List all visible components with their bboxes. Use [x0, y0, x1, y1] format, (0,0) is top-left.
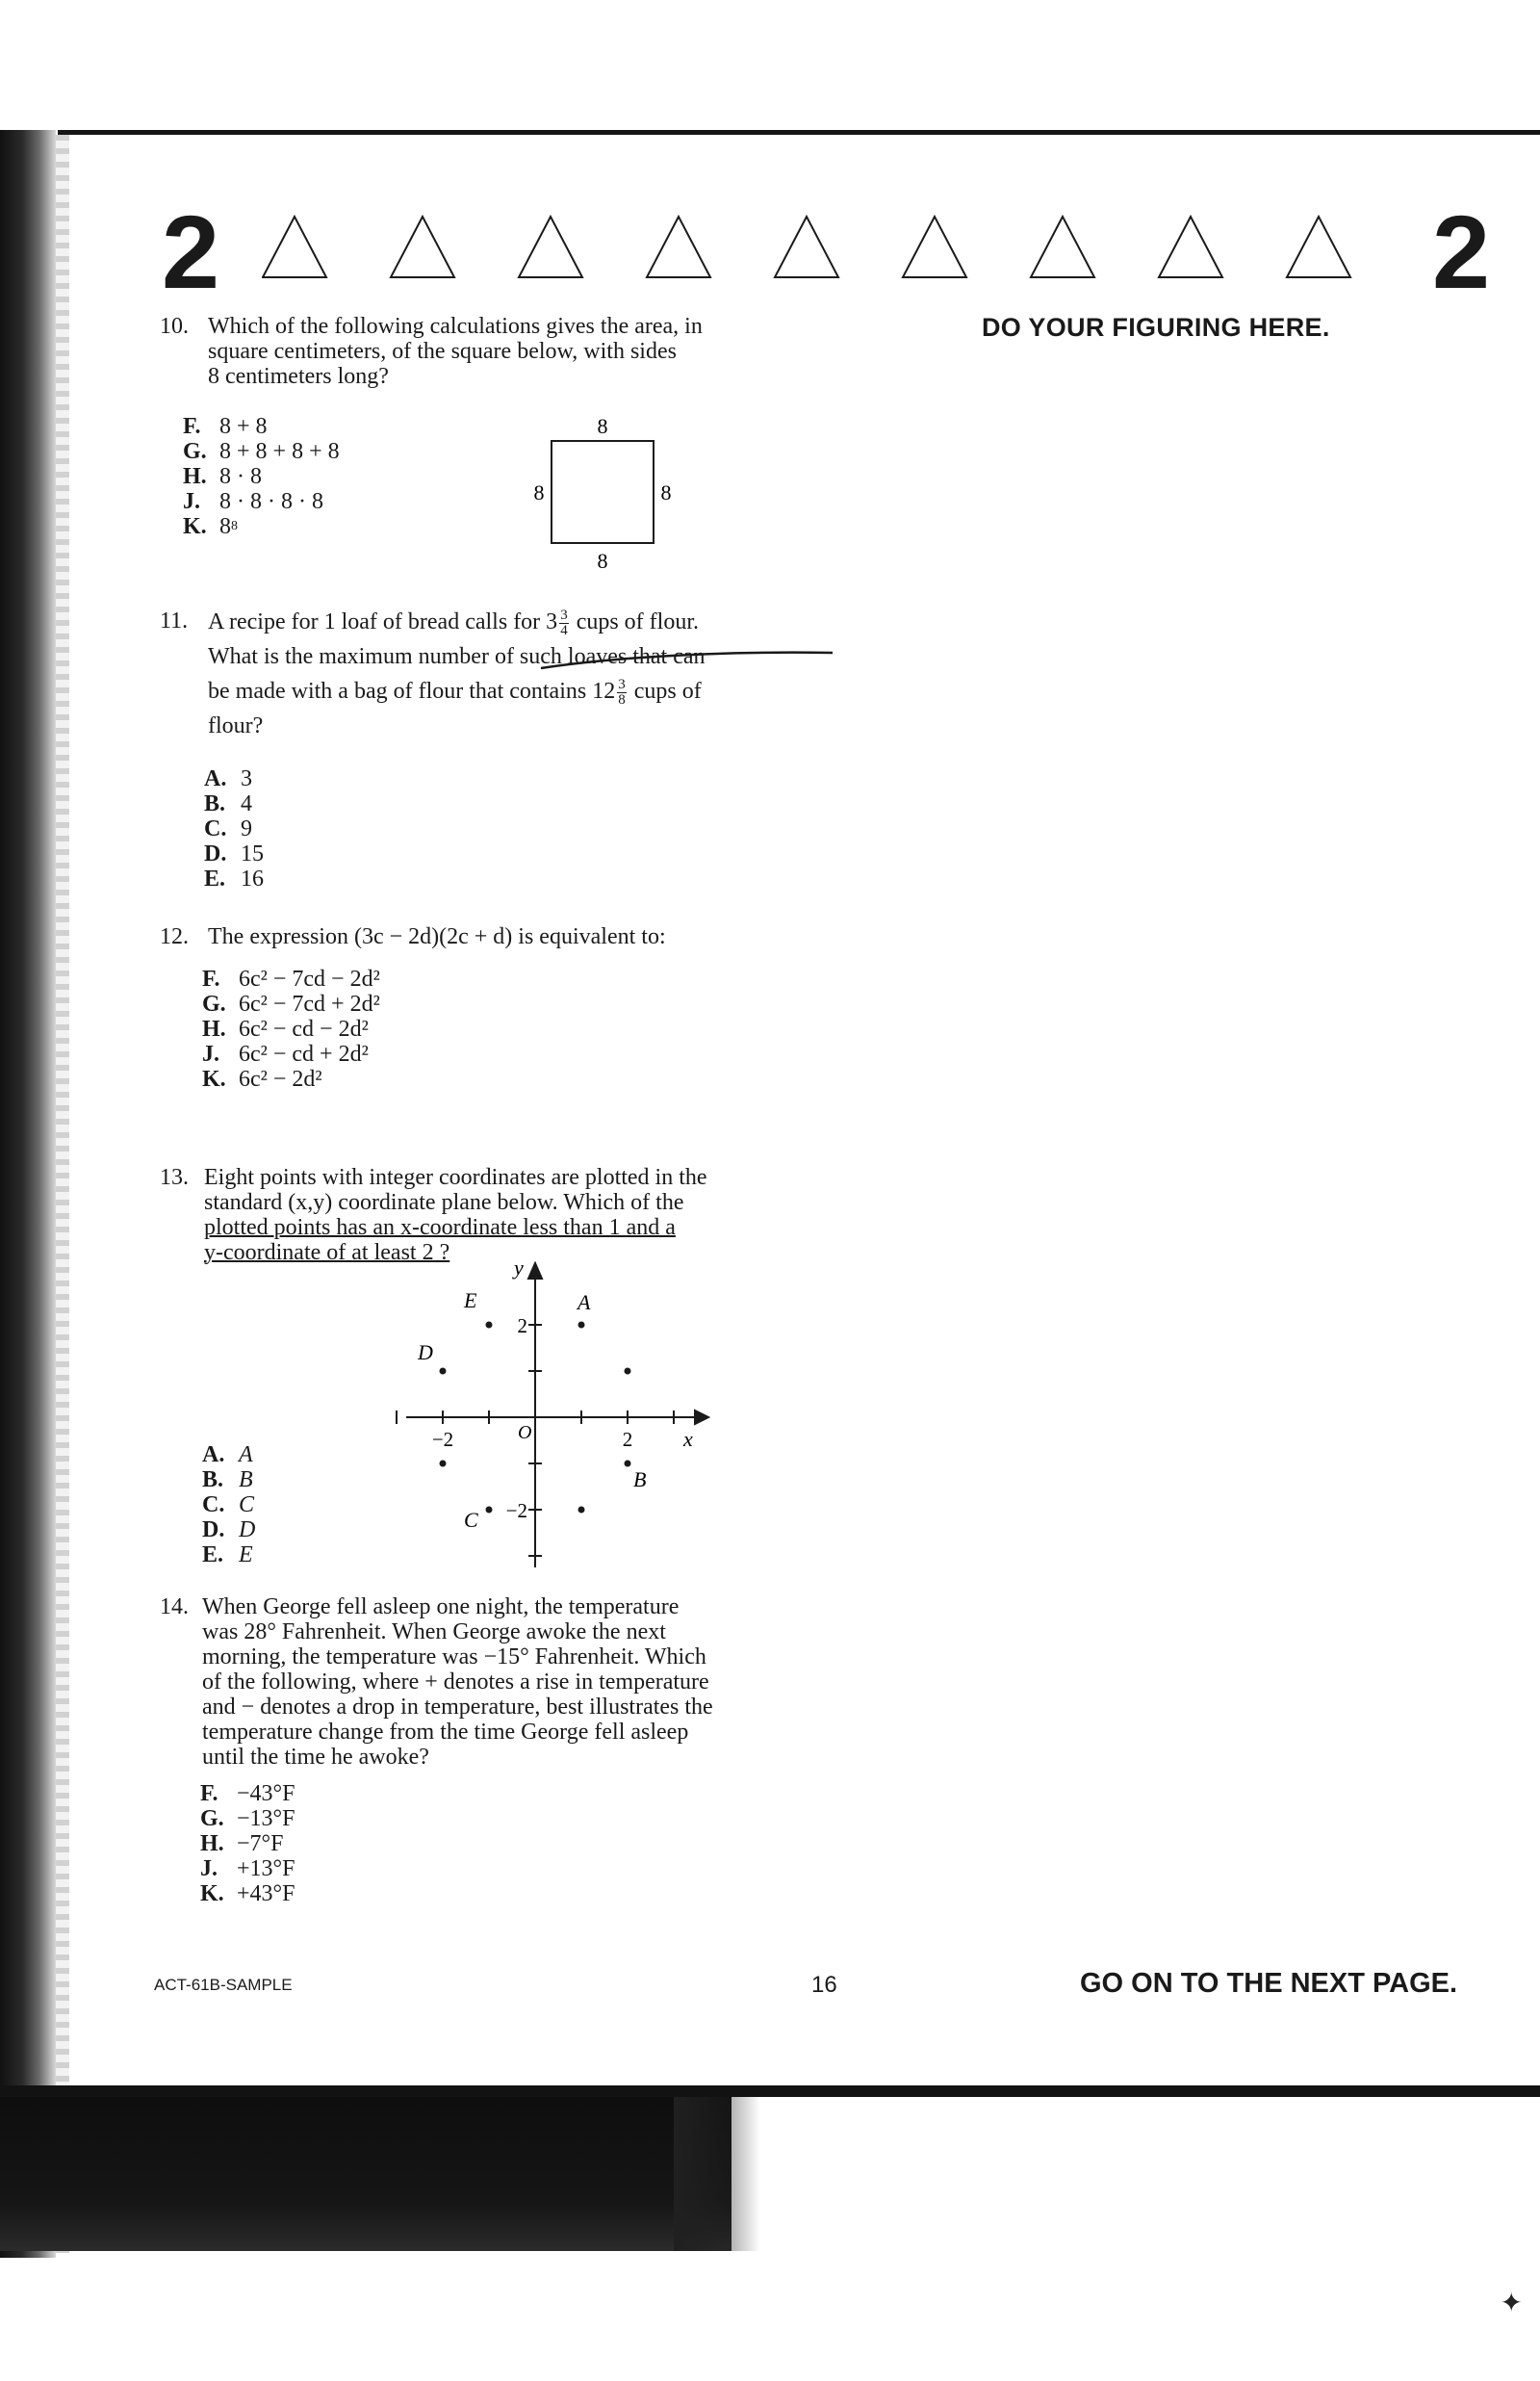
plotted-point	[578, 1507, 585, 1514]
q14-stem-line: temperature change from the time George fell asleep	[202, 1720, 689, 1745]
y-axis-arrow	[528, 1263, 542, 1279]
section-triangle	[1031, 217, 1094, 277]
answer-option[interactable]: G. 8 + 8 + 8 + 8	[183, 439, 340, 464]
point-label: E	[464, 1288, 477, 1312]
answer-option[interactable]: C. 9	[204, 816, 252, 841]
q13-stem-line: Eight points with integer coordinates are plotted in the	[204, 1165, 707, 1190]
q10-stem-line: square centimeters, of the square below, with sides	[208, 339, 677, 364]
answer-option[interactable]: G. −13°F	[200, 1806, 295, 1831]
q14-stem-line: When George fell asleep one night, the temperature	[202, 1594, 680, 1619]
x-axis-label: x	[683, 1427, 693, 1451]
tick-label: 2	[622, 1428, 633, 1451]
q11-stem-line: be made with a bag of flour that contains 12 $\frac{3}{8}$ cups of	[208, 676, 702, 708]
q14-stem	[202, 1594, 837, 1770]
plotted-point	[486, 1507, 493, 1514]
tick-label: 2	[517, 1314, 527, 1337]
plotted-point	[625, 1461, 631, 1467]
answer-option[interactable]: D. D	[202, 1517, 256, 1542]
answer-option[interactable]: F. 6c² − 7cd − 2d²	[202, 967, 380, 992]
scan-shadow-left	[0, 130, 56, 2258]
q14-stem-line: of the following, where + denotes a rise in temperature	[202, 1669, 709, 1695]
q10-square-figure	[520, 414, 693, 582]
q10-stem-line: Which of the following calculations gives the area, in	[208, 314, 703, 339]
side-label-right: 8	[660, 480, 672, 505]
answer-option[interactable]: G. 6c² − 7cd + 2d²	[202, 992, 380, 1017]
plotted-point	[486, 1322, 493, 1329]
plotted-point	[440, 1461, 447, 1467]
q13-stem-line: standard (x,y) coordinate plane below. Which of the	[204, 1190, 684, 1215]
answer-option[interactable]: B. 4	[204, 791, 252, 816]
section-triangle	[391, 217, 454, 277]
section-number-right: 2	[1432, 194, 1491, 310]
q13-coordinate-plane	[395, 1261, 712, 1579]
q13-stem	[204, 1165, 830, 1265]
answer-option[interactable]: D. 15	[204, 841, 264, 867]
q14-stem-line: and − denotes a drop in temperature, best illustrates the	[202, 1695, 713, 1720]
side-label-left: 8	[533, 480, 545, 505]
q14-stem-line: was 28° Fahrenheit. When George awoke the next	[202, 1619, 666, 1644]
q11-options	[204, 766, 264, 892]
section-triangle	[903, 217, 966, 277]
pencil-underline	[539, 647, 837, 676]
section-triangles	[262, 214, 1417, 283]
q12-stem: The expression (3c − 2d)(2c + d) is equivalent to:	[208, 924, 666, 949]
q10-number: 10.	[160, 314, 189, 339]
section-triangle	[1287, 217, 1350, 277]
scan-streak-left	[56, 135, 69, 2253]
answer-option[interactable]: H. 8 · 8	[183, 464, 262, 489]
answer-option[interactable]: B. B	[202, 1467, 253, 1492]
tick-label: −2	[505, 1499, 527, 1522]
y-axis-label: y	[514, 1261, 524, 1280]
point-label: D	[418, 1340, 433, 1364]
answer-option[interactable]: E. E	[202, 1542, 253, 1567]
answer-option[interactable]: J. +13°F	[200, 1856, 295, 1881]
section-number-left: 2	[162, 194, 220, 310]
answer-option[interactable]: H. 6c² − cd − 2d²	[202, 1017, 369, 1042]
point-label: B	[633, 1467, 647, 1491]
answer-option[interactable]: J. 6c² − cd + 2d²	[202, 1042, 369, 1067]
answer-option[interactable]: F. −43°F	[200, 1781, 295, 1806]
answer-option[interactable]: C. C	[202, 1492, 255, 1517]
point-label: C	[464, 1508, 478, 1532]
answer-option[interactable]: K. +43°F	[200, 1881, 295, 1906]
q14-stem-line: until the time he awoke?	[202, 1745, 429, 1770]
q12-options	[202, 967, 380, 1092]
square-shape	[552, 441, 654, 543]
q10-stem-line: 8 centimeters long?	[208, 364, 389, 389]
q13-stem-line: y-coordinate of at least 2 ?	[204, 1240, 450, 1265]
fraction: $\frac{3}{8}$	[618, 676, 626, 708]
answer-option[interactable]: A. 3	[204, 766, 252, 791]
q14-stem-line: morning, the temperature was −15° Fahrenheit. Which	[202, 1644, 706, 1669]
section-triangle	[647, 217, 710, 277]
q13-number: 13.	[160, 1165, 189, 1190]
side-label-bottom: 8	[597, 549, 608, 573]
q11-number: 11.	[160, 608, 189, 634]
q10-stem	[208, 314, 805, 389]
scan-shadow-bottom	[0, 2097, 732, 2251]
q11-stem-line: flour?	[208, 713, 264, 738]
scan-shadow-bottom-fade	[674, 2097, 760, 2251]
scan-speck: ✦	[1500, 2289, 1523, 2318]
page-bottom-rule	[0, 2085, 1540, 2097]
section-triangle	[1159, 217, 1222, 277]
answer-option[interactable]: A. A	[202, 1442, 253, 1467]
fraction: $\frac{3}{4}$	[560, 607, 568, 638]
plotted-point	[578, 1322, 585, 1329]
form-code: ACT-61B-SAMPLE	[154, 1976, 293, 1994]
plotted-point	[440, 1368, 447, 1375]
answer-option[interactable]: E. 16	[204, 867, 264, 892]
answer-option[interactable]: K. 8 8	[183, 514, 238, 539]
point-label: A	[578, 1290, 591, 1314]
next-page-notice: GO ON TO THE NEXT PAGE.	[1080, 1968, 1458, 1999]
page-number: 16	[811, 1972, 837, 1998]
q12-number: 12.	[160, 924, 189, 949]
answer-option[interactable]: H. −7°F	[200, 1831, 284, 1856]
answer-option[interactable]: J. 8 · 8 · 8 · 8	[183, 489, 323, 514]
answer-option[interactable]: K. 6c² − 2d²	[202, 1067, 322, 1092]
q11-stem-line: A recipe for 1 loaf of bread calls for 3 $\frac{3}{4}$ cups of flour.	[208, 607, 699, 638]
q13-stem-line: plotted points has an x-coordinate less than 1 and a	[204, 1215, 676, 1240]
section-triangle	[519, 217, 582, 277]
plotted-point	[625, 1368, 631, 1375]
side-label-top: 8	[597, 414, 608, 438]
q11-stem-line: What is the maximum number of such loaves that can	[208, 644, 706, 669]
answer-option[interactable]: F. 8 + 8	[183, 414, 268, 439]
q14-options	[200, 1781, 295, 1906]
tick-label: −2	[431, 1428, 454, 1451]
page-top-rule	[58, 130, 1540, 135]
q13-options	[202, 1442, 255, 1567]
section-triangle	[263, 217, 326, 277]
q14-number: 14.	[160, 1594, 189, 1619]
section-triangle	[775, 217, 838, 277]
figuring-area-label: DO YOUR FIGURING HERE.	[982, 313, 1330, 342]
x-axis-arrow	[695, 1410, 708, 1424]
origin-label: O	[518, 1422, 532, 1443]
q10-options	[183, 414, 340, 539]
